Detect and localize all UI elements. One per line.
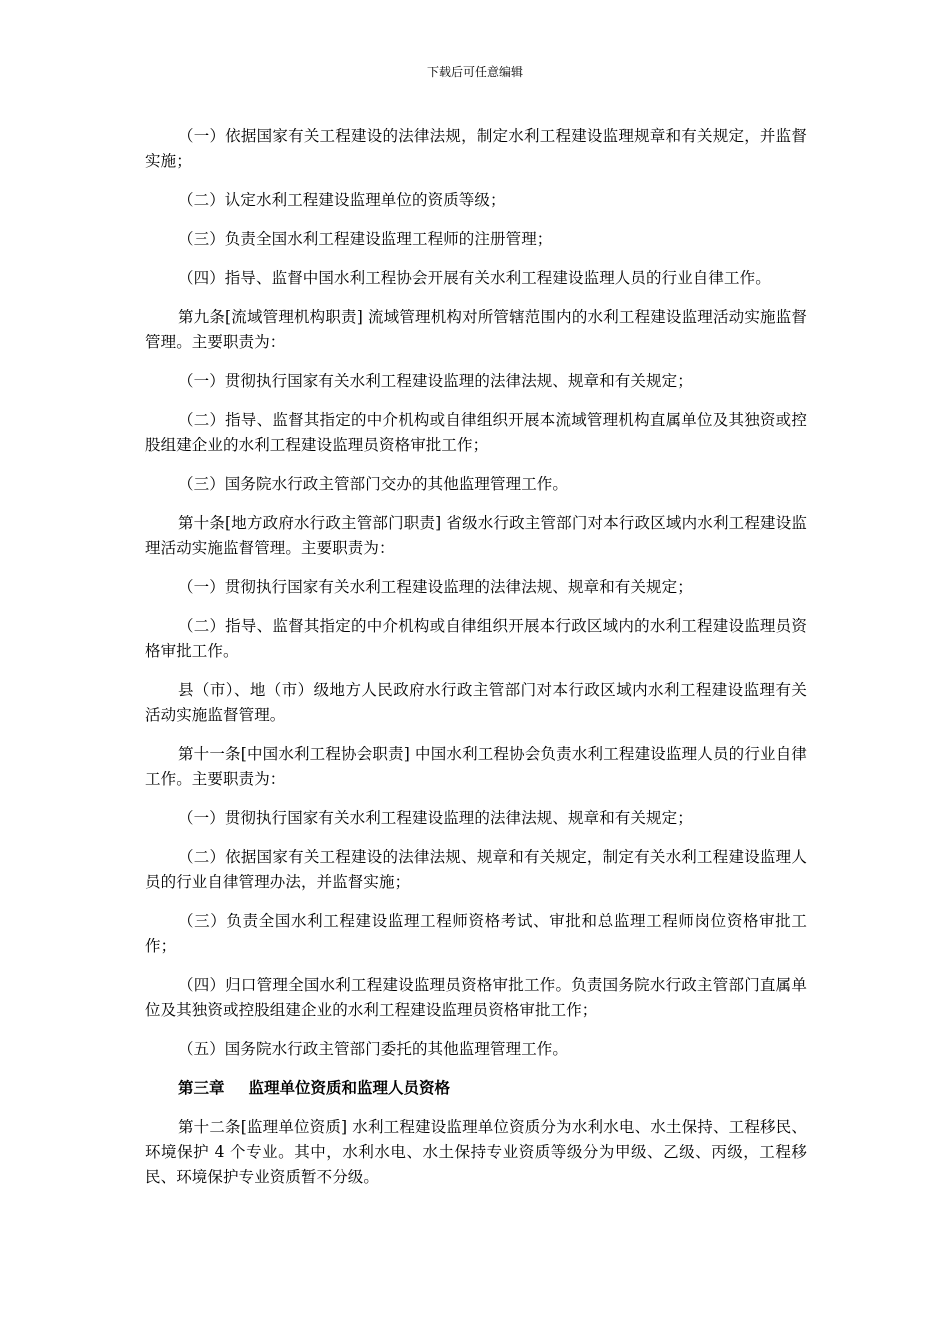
paragraph: （一）贯彻执行国家有关水利工程建设监理的法律法规、规章和有关规定； (178, 372, 693, 390)
paragraph: （二）指导、监督其指定的中介机构或自律组织开展本流域管理机构直属单位及其独资或控股组建企业的水利工程建设监理员资格审批工作； (145, 411, 807, 454)
document-body (145, 124, 807, 1204)
paragraph: （三）负责全国水利工程建设监理工程师的注册管理； (178, 230, 553, 248)
paragraph: （三）负责全国水利工程建设监理工程师资格考试、审批和总监理工程师岗位资格审批工作； (145, 912, 807, 955)
article-10: 第十条[地方政府水行政主管部门职责] 省级水行政主管部门对本行政区域内水利工程建设监理活动实施监督管理。主要职责为： (145, 514, 807, 557)
paragraph: （一）贯彻执行国家有关水利工程建设监理的法律法规、规章和有关规定； (178, 578, 693, 596)
chapter-number: 第三章 (178, 1079, 225, 1097)
paragraph: （二）依据国家有关工程建设的法律法规、规章和有关规定，制定有关水利工程建设监理人员的行业自律管理办法，并监督实施； (145, 848, 807, 891)
article-11: 第十一条[中国水利工程协会职责] 中国水利工程协会负责水利工程建设监理人员的行业自律工作。主要职责为： (145, 745, 807, 788)
article-12: 第十二条[监理单位资质] 水利工程建设监理单位资质分为水利水电、水土保持、工程移民、环境保护 4 个专业。其中，水利水电、水土保持专业资质等级分为甲级、乙级、丙级，工程移民、环境保护专业资质暂不分级。 (145, 1118, 807, 1186)
paragraph: （二）认定水利工程建设监理单位的资质等级； (178, 191, 506, 209)
paragraph: 县（市）、地（市）级地方人民政府水行政主管部门对本行政区域内水利工程建设监理有关活动实施监督管理。 (145, 681, 807, 724)
paragraph: （二）指导、监督其指定的中介机构或自律组织开展本行政区域内的水利工程建设监理员资格审批工作。 (145, 617, 807, 660)
paragraph: （一）依据国家有关工程建设的法律法规，制定水利工程建设监理规章和有关规定，并监督实施； (145, 127, 807, 170)
paragraph: （四）指导、监督中国水利工程协会开展有关水利工程建设监理人员的行业自律工作。 (178, 269, 771, 287)
paragraph: （三）国务院水行政主管部门交办的其他监理管理工作。 (178, 475, 569, 493)
paragraph: （五）国务院水行政主管部门委托的其他监理管理工作。 (178, 1040, 569, 1058)
page-header: 下载后可任意编辑 (426, 65, 523, 79)
paragraph: （四）归口管理全国水利工程建设监理员资格审批工作。负责国务院水行政主管部门直属单位及其独资或控股组建企业的水利工程建设监理员资格审批工作； (145, 976, 807, 1019)
chapter-heading (145, 1076, 807, 1101)
article-9: 第九条[流域管理机构职责] 流域管理机构对所管辖范围内的水利工程建设监理活动实施监督管理。主要职责为： (145, 308, 807, 351)
paragraph: （一）贯彻执行国家有关水利工程建设监理的法律法规、规章和有关规定； (178, 809, 693, 827)
chapter-title: 监理单位资质和监理人员资格 (248, 1079, 451, 1097)
